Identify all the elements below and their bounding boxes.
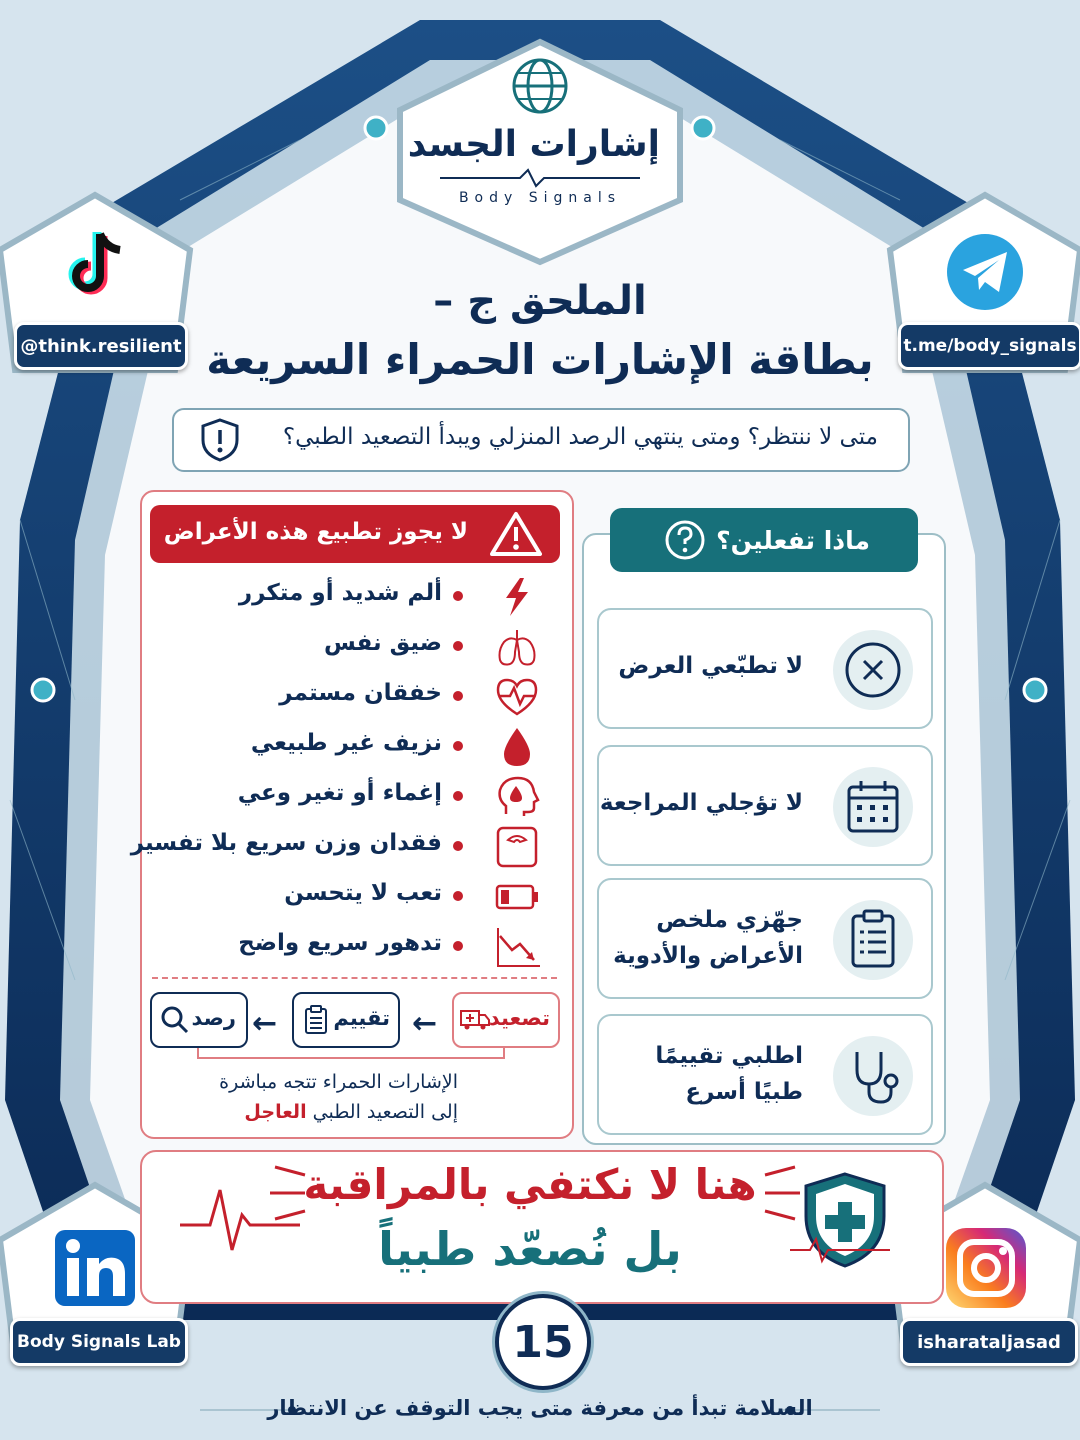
bullet-dot	[453, 791, 463, 801]
action-card-label-line: الأعراض والأدوية	[613, 943, 803, 969]
question-text: متى لا ننتظر؟ ومتى ينتهي الرصد المنزلي ويبدأ التصعيد الطبي؟	[282, 424, 878, 450]
flow-arrow: ←	[412, 1006, 438, 1041]
action-card-label-line: جهّزي ملخص	[656, 907, 803, 933]
symptom-label: ألم شديد أو متكرر	[238, 580, 442, 606]
red-note-line-2	[228, 1101, 458, 1123]
title-line-2: بطاقة الإشارات الحمراء السريعة	[206, 335, 874, 384]
calendar-icon	[833, 767, 913, 847]
brand-name-english: Body Signals	[458, 190, 622, 206]
heartbeat-line-icon	[790, 1235, 890, 1265]
lightning-icon	[494, 574, 540, 618]
symptom-item	[150, 724, 560, 768]
action-card-label-line: اطلبي تقييمًا	[655, 1043, 803, 1069]
symptom-label: تعب لا يتحسن	[284, 880, 442, 906]
action-card-label: لا تطبّعي العرض	[618, 653, 803, 679]
flow-arrow: ←	[252, 1006, 278, 1041]
low-battery-icon	[494, 874, 540, 918]
search-icon	[160, 1005, 190, 1035]
red-flags-header-label: لا يجوز تطبيع هذه الأعراض	[163, 519, 468, 545]
lungs-icon	[494, 624, 540, 668]
bullet-dot	[453, 691, 463, 701]
question-circle-icon	[664, 519, 706, 561]
symptom-item	[150, 874, 560, 918]
action-card	[597, 1014, 933, 1135]
linkedin-handle[interactable]: Body Signals Lab	[10, 1318, 188, 1366]
what-to-do-header	[610, 508, 918, 572]
clipboard-list-icon	[304, 1005, 328, 1035]
bullet-dot	[453, 591, 463, 601]
page-number: 15	[495, 1294, 591, 1390]
divider	[152, 977, 557, 979]
symptom-label: ضيق نفس	[323, 630, 442, 656]
red-note-prefix: إلى التصعيد الطبي	[312, 1101, 458, 1123]
action-card	[597, 878, 933, 999]
heart-pulse-icon	[494, 674, 540, 718]
action-card-label	[655, 1038, 803, 1110]
footer-tagline: السلامة تبدأ من معرفة متى يجب التوقف عن الانتظار	[267, 1396, 813, 1420]
symptom-item	[150, 574, 560, 618]
x-circle-icon	[833, 630, 913, 710]
symptom-label: نزيف غير طبيعي	[250, 730, 442, 756]
red-note-emphasis: العاجل	[244, 1101, 307, 1123]
bullet-dot	[453, 891, 463, 901]
flow-step-escalate-label: تصعيد	[488, 1006, 550, 1030]
action-card-label	[613, 902, 803, 974]
symptom-label: تدهور سريع واضح	[238, 930, 442, 956]
action-card-label: لا تؤجلي المراجعة	[599, 790, 803, 816]
ambulance-icon	[460, 1006, 490, 1032]
red-note-line-1: الإشارات الحمراء تتجه مباشرة	[219, 1071, 458, 1093]
head-icon	[494, 774, 540, 818]
symptom-label: خفقان مستمر	[279, 680, 442, 706]
tiktok-handle[interactable]: @think.resilient	[14, 322, 188, 370]
flow-bracket	[196, 1046, 506, 1064]
slogan-line-2: بل نُصعّد طبياً	[378, 1222, 682, 1276]
bullet-dot	[453, 841, 463, 851]
instagram-icon[interactable]	[946, 1228, 1026, 1308]
bullet-dot	[453, 641, 463, 651]
blood-drop-icon	[494, 724, 540, 768]
symptom-item	[130, 824, 560, 868]
symptom-label: فقدان وزن سريع بلا تفسير	[130, 830, 442, 856]
flow-step-escalate	[452, 992, 560, 1048]
symptom-item	[150, 774, 560, 818]
scale-icon	[494, 824, 540, 868]
bullet-dot	[453, 741, 463, 751]
title-line-1: الملحق ج –	[433, 278, 647, 324]
warning-triangle-icon	[490, 511, 542, 557]
symptom-label: إغماء أو تغير وعي	[237, 780, 442, 806]
instagram-handle[interactable]: isharataljasad	[900, 1318, 1078, 1366]
symptom-item	[150, 924, 560, 968]
action-card-label-line: طبيًا أسرع	[685, 1079, 803, 1105]
action-card	[597, 745, 933, 866]
flow-step-monitor-label: رصد	[191, 1006, 236, 1030]
globe-icon	[510, 56, 570, 116]
linkedin-icon[interactable]	[55, 1230, 135, 1306]
flow-step-monitor	[150, 992, 248, 1048]
what-to-do-header-label: ماذا تفعلين؟	[716, 526, 870, 555]
red-flags-header	[150, 505, 560, 563]
question-box	[172, 408, 910, 472]
flow-step-assess-label: تقييم	[333, 1006, 390, 1030]
brand-name-arabic: إشارات الجسد	[407, 124, 660, 165]
telegram-handle[interactable]: t.me/body_signals	[898, 322, 1080, 370]
shield-alert-icon	[200, 418, 240, 462]
trend-down-icon	[494, 924, 540, 968]
clipboard-icon	[833, 900, 913, 980]
bullet-dot	[453, 941, 463, 951]
pulse-line-icon	[440, 168, 640, 188]
symptom-item	[150, 624, 560, 668]
stethoscope-icon	[833, 1036, 913, 1116]
slogan-line-1: هنا لا نكتفي بالمراقبة	[303, 1160, 757, 1209]
action-card	[597, 608, 933, 729]
symptom-item	[150, 674, 560, 718]
flow-step-assess	[292, 992, 400, 1048]
